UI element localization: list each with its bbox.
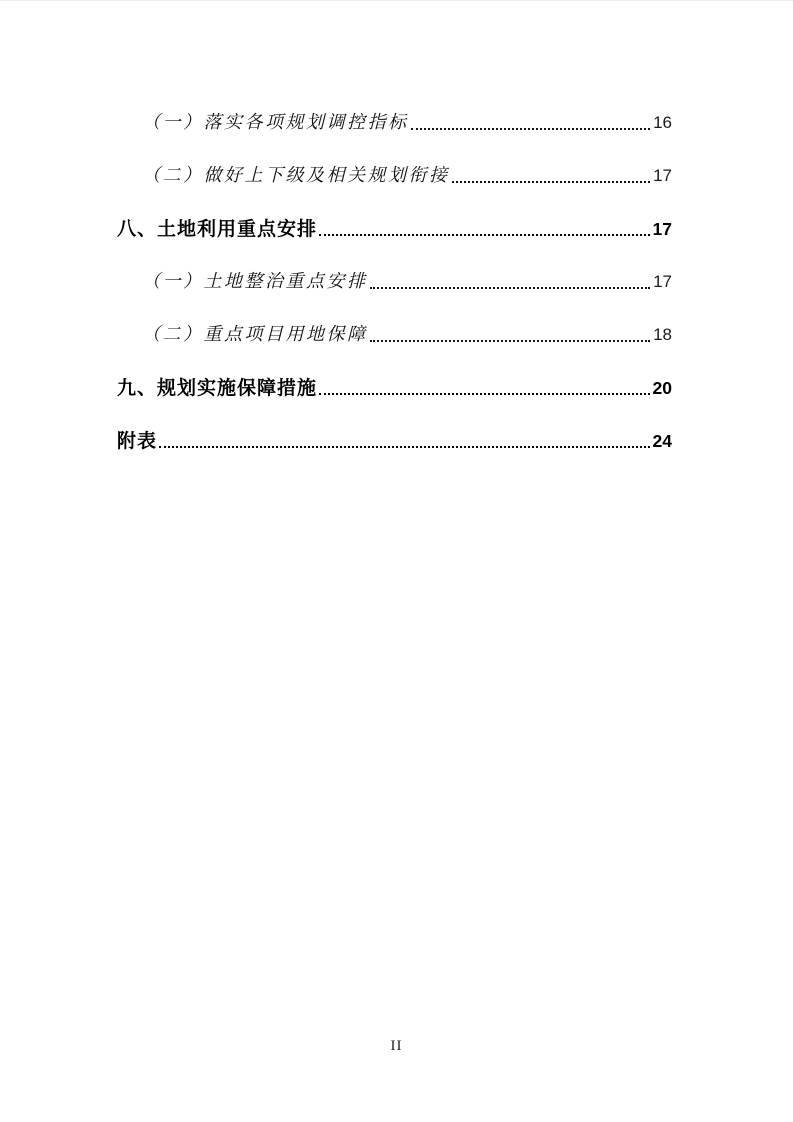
toc-dot-leader (411, 128, 651, 130)
toc-entry-title: （二）重点项目用地保障 (142, 324, 368, 345)
toc-dot-leader (370, 340, 651, 342)
toc-entry-page-number: 17 (653, 272, 672, 291)
toc-entry[interactable] (117, 111, 672, 135)
toc-entry[interactable] (117, 323, 672, 347)
toc-dot-leader (319, 393, 650, 395)
toc-entry-title: 九、规划实施保障措施 (117, 377, 318, 399)
toc-entry[interactable] (117, 376, 672, 400)
page-footer (0, 1037, 793, 1055)
footer-page-number: II (390, 1038, 403, 1054)
toc-entry-title: （一）落实各项规划调控指标 (142, 112, 409, 133)
toc-dot-leader (159, 446, 650, 448)
toc-entry-page-number: 16 (653, 113, 672, 132)
toc-entry-title: （二）做好上下级及相关规划衔接 (142, 165, 450, 186)
toc-entry-page-number: 17 (653, 166, 672, 185)
toc-entry-page-number: 18 (653, 325, 672, 344)
toc-entry-page-number: 20 (652, 378, 672, 398)
toc-dot-leader (452, 181, 651, 183)
toc-dot-leader (319, 234, 650, 236)
toc-entry[interactable] (117, 429, 672, 453)
toc-entry-title: 附表 (117, 430, 158, 452)
toc-entry-page-number: 24 (652, 431, 672, 451)
toc-dot-leader (370, 287, 651, 289)
toc-entry[interactable] (117, 164, 672, 188)
toc-entry-title: （一）土地整治重点安排 (142, 271, 368, 292)
toc-entry-page-number: 17 (652, 219, 672, 239)
toc-entry[interactable] (117, 270, 672, 294)
toc-entry[interactable] (117, 217, 672, 241)
table-of-contents (0, 1, 793, 453)
toc-entry-title: 八、土地利用重点安排 (117, 218, 318, 240)
